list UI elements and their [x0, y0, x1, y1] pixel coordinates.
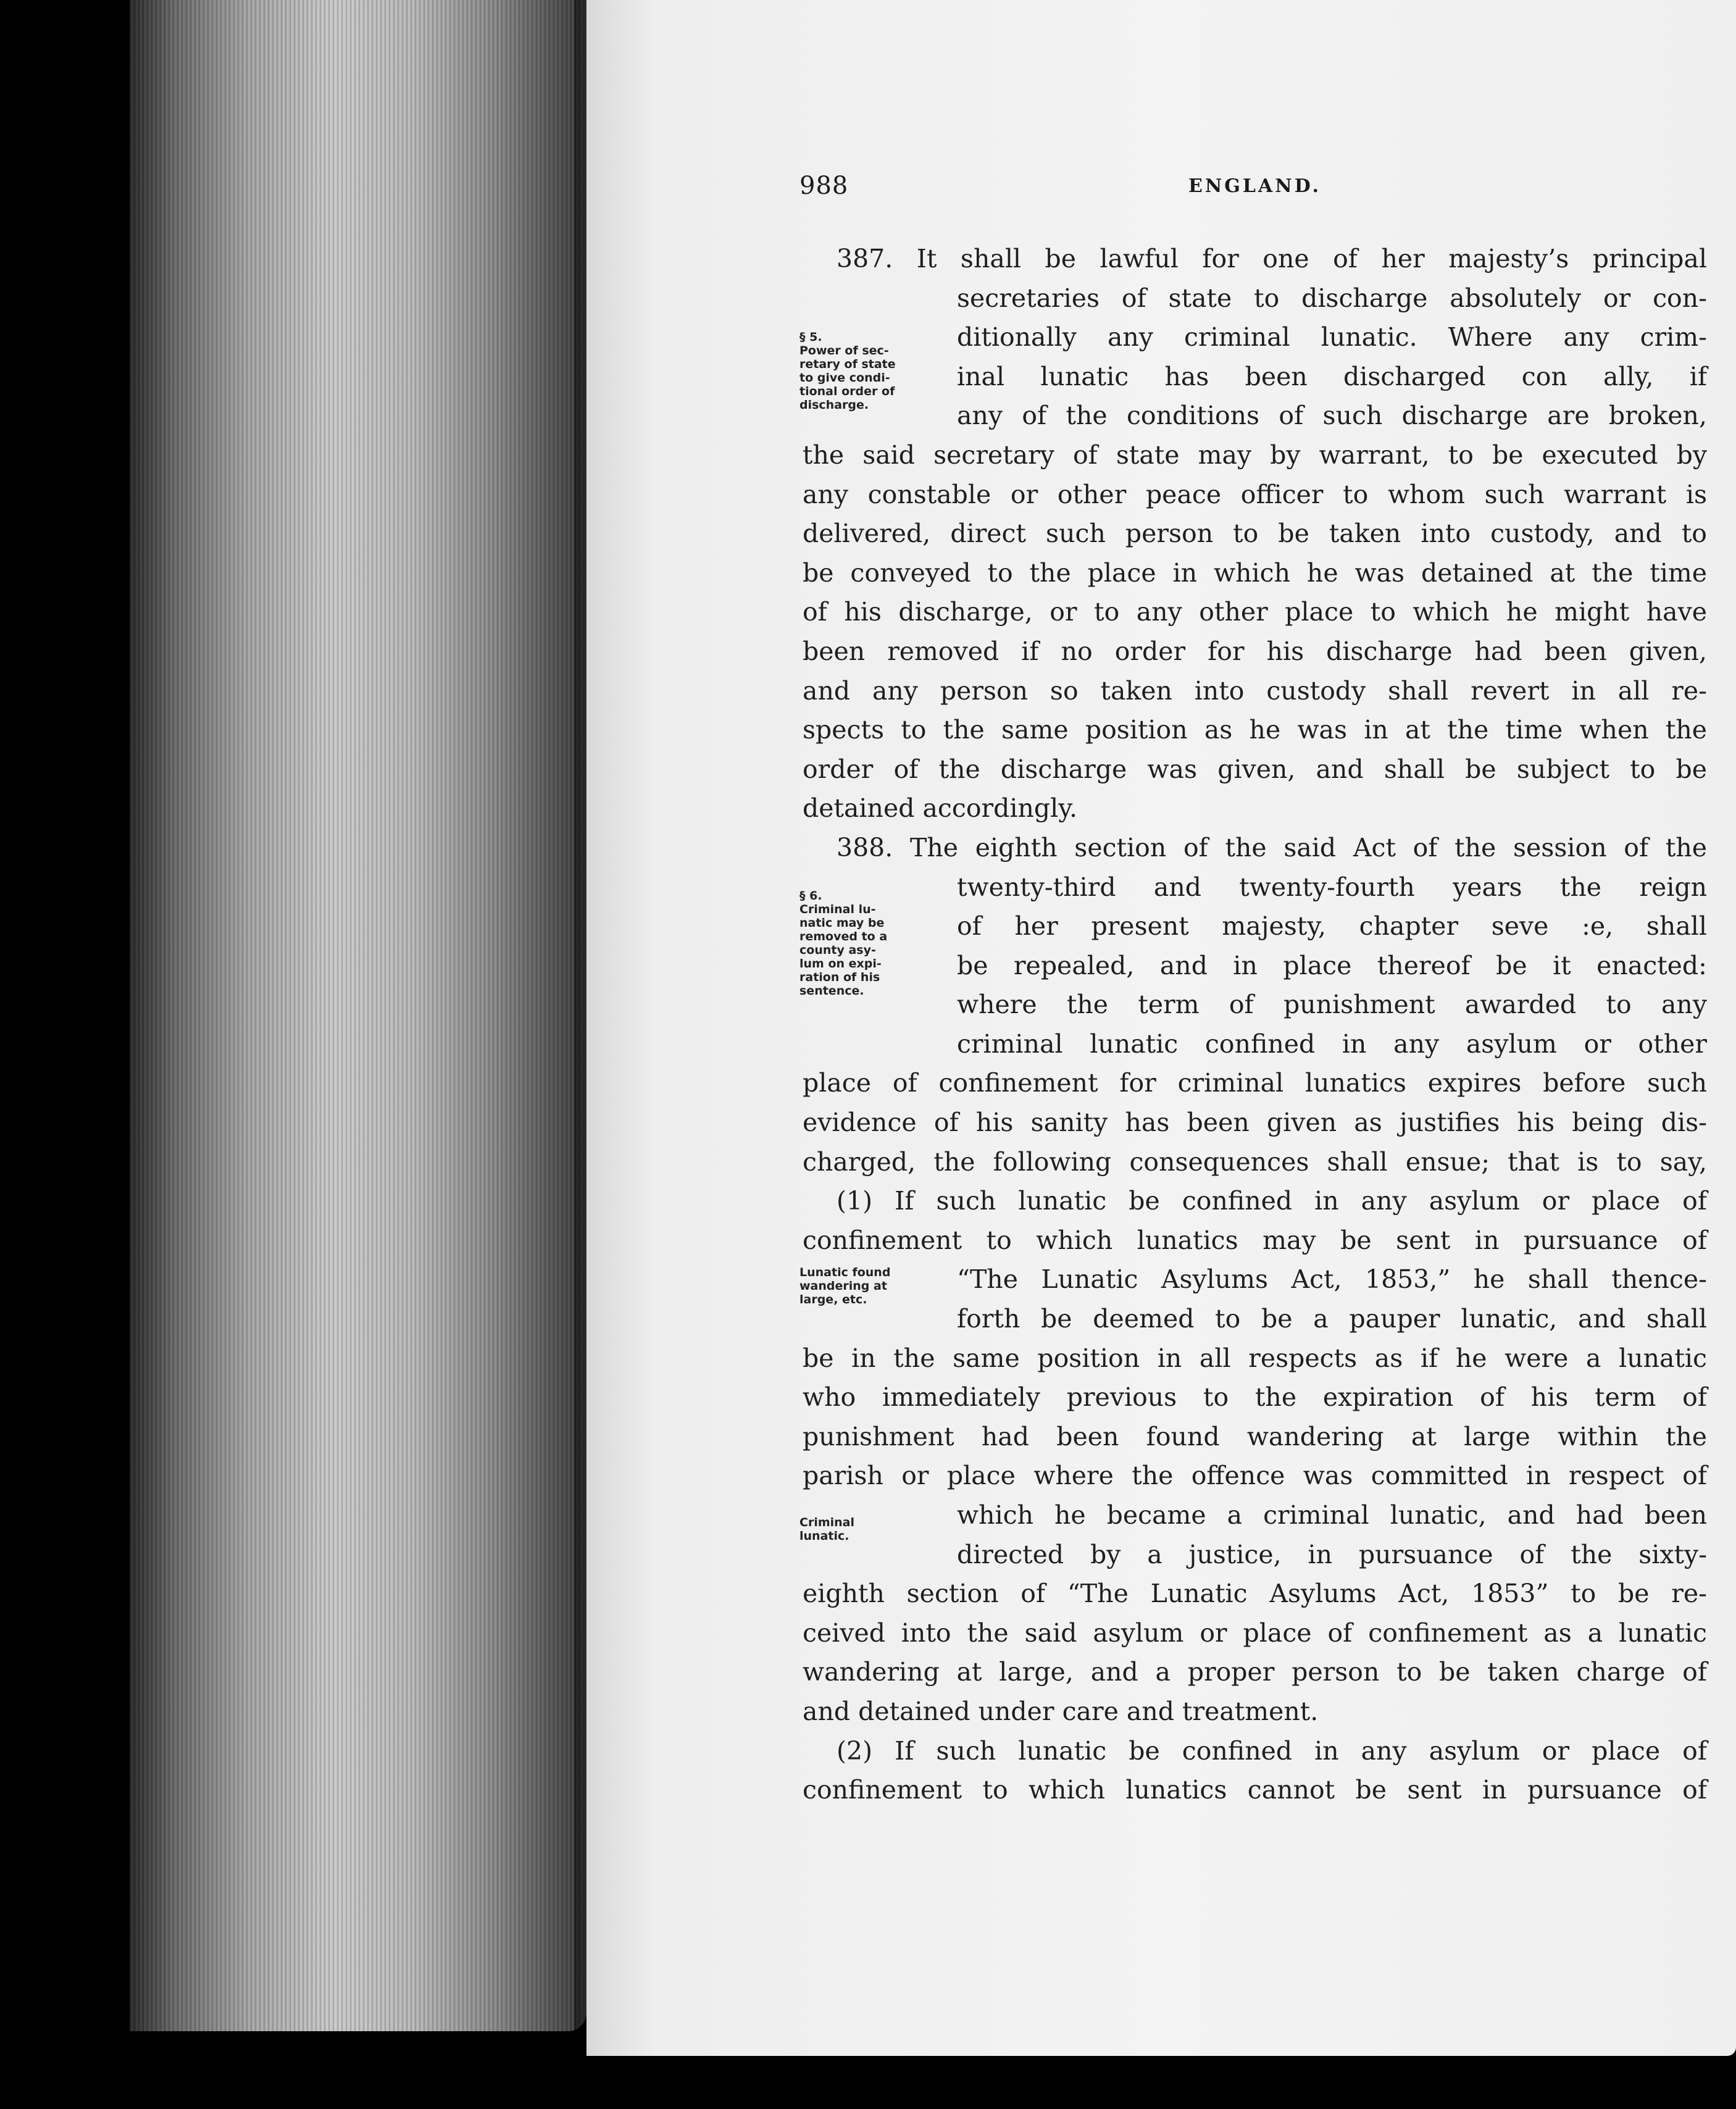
text-line: who immediately previous to the expiration of his term of: [803, 1382, 1707, 1413]
page-number: 988: [799, 172, 849, 200]
text-line: 387. It shall be lawful for one of her majesty’s principal: [837, 244, 1707, 274]
running-head: ENGLAND.: [1188, 175, 1322, 197]
text-line: where the term of punishment awarded to any: [957, 990, 1707, 1020]
text-line: evidence of his sanity has been given as justifies his being dis-: [803, 1108, 1707, 1138]
margin-note-section-6: § 6. Criminal lu- natic may be removed to a county asy- lum on expi- ration of his sentence.: [799, 889, 888, 998]
text-line: and detained under care and treatment.: [803, 1696, 1319, 1726]
text-line: secretaries of state to discharge absolutely or con-: [957, 283, 1707, 313]
text-line: charged, the following consequences shall ensue; that is to say,: [803, 1146, 1707, 1177]
text-line: any of the conditions of such discharge are broken,: [957, 401, 1707, 431]
text-line: directed by a justice, in pursuance of the sixty-: [957, 1539, 1707, 1569]
text-line: wandering at large, and a proper person to be taken charge of: [803, 1657, 1707, 1687]
text-line: delivered, direct such person to be taken into custody, and to: [803, 519, 1707, 549]
text-line: (1) If such lunatic be confined in any asylum or place of: [837, 1186, 1707, 1216]
text-line: and any person so taken into custody shall revert in all re-: [803, 675, 1707, 706]
text-line: place of confinement for criminal lunatics expires before such: [803, 1068, 1707, 1098]
text-line: “The Lunatic Asylums Act, 1853,” he shall thence-: [957, 1264, 1707, 1295]
text-line: been removed if no order for his discharge had been given,: [803, 636, 1707, 666]
text-line: be in the same position in all respects as if he were a lunatic: [803, 1343, 1707, 1373]
text-line: spects to the same position as he was in at the time when the: [803, 715, 1707, 745]
text-line: be conveyed to the place in which he was detained at the time: [803, 558, 1707, 588]
text-line: which he became a criminal lunatic, and had been: [957, 1500, 1707, 1530]
text-line: parish or place where the offence was committed in respect of: [803, 1461, 1707, 1491]
text-line: confinement to which lunatics may be sent in pursuance of: [803, 1225, 1707, 1255]
text-line: the said secretary of state may by warrant, to be executed by: [803, 440, 1707, 470]
text-line: ditionally any criminal lunatic. Where any crim-: [957, 322, 1707, 353]
margin-note-lunatic-found: Lunatic found wandering at large, etc.: [799, 1266, 891, 1306]
margin-note-criminal-lunatic: Criminal lunatic.: [799, 1516, 854, 1543]
page-body: [803, 240, 1707, 1810]
text-line: detained accordingly.: [803, 793, 1078, 824]
text-line: ceived into the said asylum or place of confinement as a lunatic: [803, 1618, 1707, 1648]
text-line: inal lunatic has been discharged con ally, if: [957, 361, 1707, 391]
text-line: confinement to which lunatics cannot be sent in pursuance of: [803, 1775, 1707, 1805]
margin-note-section-5: § 5. Power of sec- retary of state to give condi- tional order of discharge.: [799, 330, 896, 412]
text-line: be repealed, and in place thereof be it enacted:: [957, 950, 1707, 980]
book-page-stack: [130, 0, 586, 2031]
text-line: (2) If such lunatic be confined in any asylum or place of: [837, 1735, 1707, 1766]
text-line: of her present majesty, chapter seve :e, shall: [957, 911, 1707, 942]
page-header: [799, 172, 1707, 209]
text-line: any constable or other peace officer to whom such warrant is: [803, 479, 1707, 509]
text-line: 388. The eighth section of the said Act of the session of the: [837, 832, 1707, 862]
text-line: order of the discharge was given, and shall be subject to be: [803, 754, 1707, 784]
text-line: forth be deemed to be a pauper lunatic, and shall: [957, 1304, 1707, 1334]
text-line: of his discharge, or to any other place to which he might have: [803, 597, 1707, 627]
text-line: punishment had been found wandering at large within the: [803, 1421, 1707, 1451]
text-line: eighth section of “The Lunatic Asylums Act, 1853” to be re-: [803, 1579, 1707, 1609]
text-line: criminal lunatic confined in any asylum or other: [957, 1029, 1707, 1059]
text-line: twenty-third and twenty-fourth years the reign: [957, 872, 1707, 902]
